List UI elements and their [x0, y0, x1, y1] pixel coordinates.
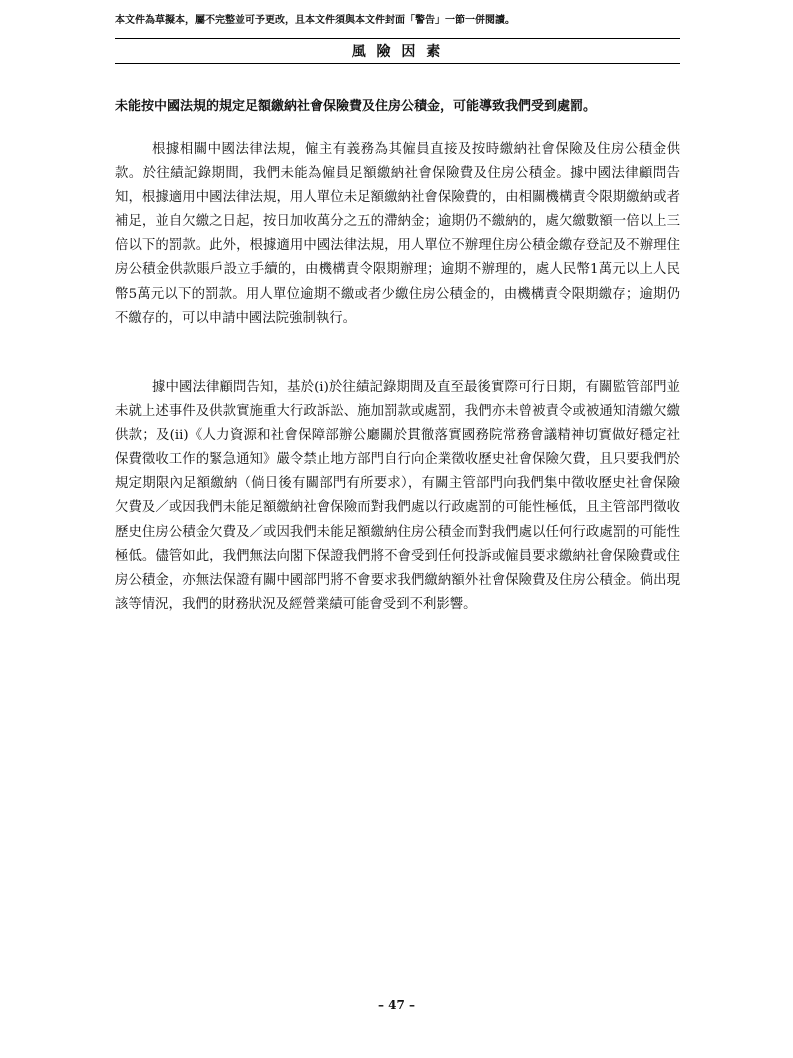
body-paragraph-1: 根據相關中國法律法規，僱主有義務為其僱員直接及按時繳納社會保險及住房公積金供款。於往績記錄期間，我們未能為僱員足額繳納社會保險費及住房公積金。據中國法律顧問告知，根據適用中國法律法規，用人單位未足額繳納社會保險費的，由相關機構責令限期繳納或者補足，並自欠繳之日起，按日加收萬分之五的滯納金；逾期仍不繳納的，處欠繳數額一倍以上三倍以下的罰款。此外，根據適用中國法律法規，用人單位不辦理住房公積金繳存登記及不辦理住房公積金供款賬戶設立手續的，由機構責令限期辦理；逾期不辦理的，處人民幣1萬元以上人民幣5萬元以下的罰款。用人單位逾期不繳或者少繳住房公積金的，由機構責令限期繳存；逾期仍不繳存的，可以申請中國法院強制執行。: [115, 142, 680, 326]
page-number: – 47 –: [377, 998, 416, 1012]
section-title: 風 險 因 素: [351, 44, 444, 60]
draft-disclaimer: 本文件為草擬本，屬不完整並可予更改，且本文件須與本文件封面「警告」一節一併閱讀。: [115, 15, 515, 26]
body-paragraph-2: 據中國法律顧問告知，基於(i)於往績記錄期間及直至最後實際可行日期，有關監管部門並未就上述事件及供款實施重大行政訴訟、施加罰款或處罰，我們亦未曾被責令或被通知清繳欠繳供款；及(ii)《人力資源和社會保障部辦公廳關於貫徹落實國務院常務會議精神切實做好穩定社保費徵收工作的緊急通知》嚴令禁止地方部門自行向企業徵收歷史社會保險欠費，且只要我們於規定期限內足額繳納（倘日後有關部門有所要求），有關主管部門向我們集中徵收歷史社會保險欠費及／或因我們未能足額繳納社會保險而對我們處以行政處罰的可能性極低，且主管部門徵收歷史住房公積金欠費及／或因我們未能足額繳納住房公積金而對我們處以任何行政處罰的可能性極低。儘管如此，我們無法向閣下保證我們將不會受到任何投訴或僱員要求繳納社會保險費或住房公積金，亦無法保證有關中國部門將不會要求我們繳納額外社會保險費及住房公積金。倘出現該等情況，我們的財務狀況及經營業績可能會受到不利影響。: [115, 380, 680, 612]
header-bottom-rule: [115, 63, 680, 64]
header-top-rule: [115, 38, 680, 39]
risk-heading: 未能按中國法規的規定足額繳納社會保險費及住房公積金，可能導致我們受到處罰。: [115, 99, 597, 114]
